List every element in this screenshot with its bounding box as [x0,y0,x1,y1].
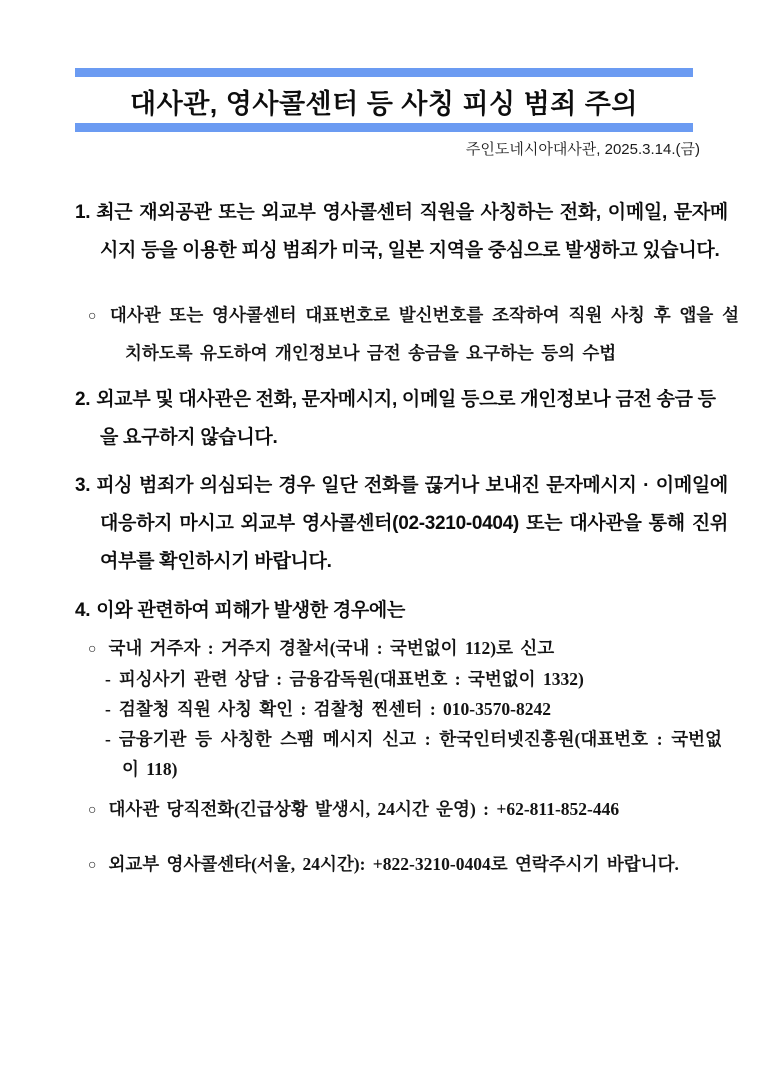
embassy-duty-phone-item [88,794,739,826]
mofa-callcenter-item [88,849,739,881]
paragraph-4-text: 이와 관련하여 피해가 발생한 경우에는 [96,600,406,621]
circle-bullet-icon: ○ [88,803,97,818]
paragraph-1-subitem [88,297,739,371]
paragraph-1-number: 1. [75,202,91,223]
contact-fss-text: 피싱사기 관련 상담 : 금융감독원(대표번호 : 국번없이 1332) [118,669,584,689]
dash-bullet-icon: - [105,699,111,719]
paragraph-1 [75,194,728,270]
paragraph-2-text: 외교부 및 대사관은 전화, 문자메시지, 이메일 등으로 개인정보나 금전 송금 등을 요구하지 않습니다. [96,389,716,448]
mofa-callcenter-text: 외교부 영사콜센타(서울, 24시간): +822-3210-0404로 연락주시기 바랍니다. [108,854,679,874]
paragraph-3-text: 피싱 범죄가 의심되는 경우 일단 전화를 끊거나 보내진 문자메시지 · 이메일에 대응하지 마시고 외교부 영사콜센터(02-3210-0404) 또는 대사관을 통해 진위 여부를 확인하시기 바랍니다. [96,475,728,572]
dash-bullet-icon: - [105,729,111,749]
dash-bullet-icon: - [105,669,111,689]
contact-fss-item [105,664,722,694]
title-bottom-rule [75,123,693,132]
circle-bullet-icon: ○ [88,858,97,873]
issuer-date-line: 주인도네시아대사관, 2025.3.14.(금) [465,141,700,158]
paragraph-1-subitem-text: 대사관 또는 영사콜센터 대표번호로 발신번호를 조작하여 직원 사칭 후 앱을 설치하도록 유도하여 개인정보나 금전 송금을 요구하는 등의 수법 [109,305,739,363]
embassy-duty-phone-text: 대사관 당직전화(긴급상황 발생시, 24시간 운영) : +62-811-852-446 [108,799,620,819]
paragraph-2-number: 2. [75,389,91,410]
circle-bullet-icon: ○ [88,642,97,657]
contact-prosecution-item [105,694,722,724]
page-title: 대사관, 영사콜센터 등 사칭 피싱 범죄 주의 [130,89,638,119]
report-domestic-text: 국내 거주자 : 거주지 경찰서(국내 : 국번없이 112)로 신고 [108,638,555,658]
paragraph-1-text: 최근 재외공관 또는 외교부 영사콜센터 직원을 사칭하는 전화, 이메일, 문자메시지 등을 이용한 피싱 범죄가 미국, 일본 지역을 중심으로 발생하고 있습니다. [96,202,728,261]
contact-kisa-item [105,724,722,784]
paragraph-4 [75,596,728,626]
circle-bullet-icon: ○ [88,309,98,324]
contact-kisa-text: 금융기관 등 사칭한 스팸 메시지 신고 : 한국인터넷진흥원(대표번호 : 국번없이 118) [118,729,722,779]
paragraph-3 [75,467,728,581]
contact-prosecution-text: 검찰청 직원 사칭 확인 : 검찰청 찐센터 : 010-3570-8242 [118,699,551,719]
report-domestic-item [88,633,739,665]
paragraph-3-number: 3. [75,475,91,496]
paragraph-4-number: 4. [75,600,91,621]
title-top-rule [75,68,693,77]
paragraph-2 [75,381,728,457]
